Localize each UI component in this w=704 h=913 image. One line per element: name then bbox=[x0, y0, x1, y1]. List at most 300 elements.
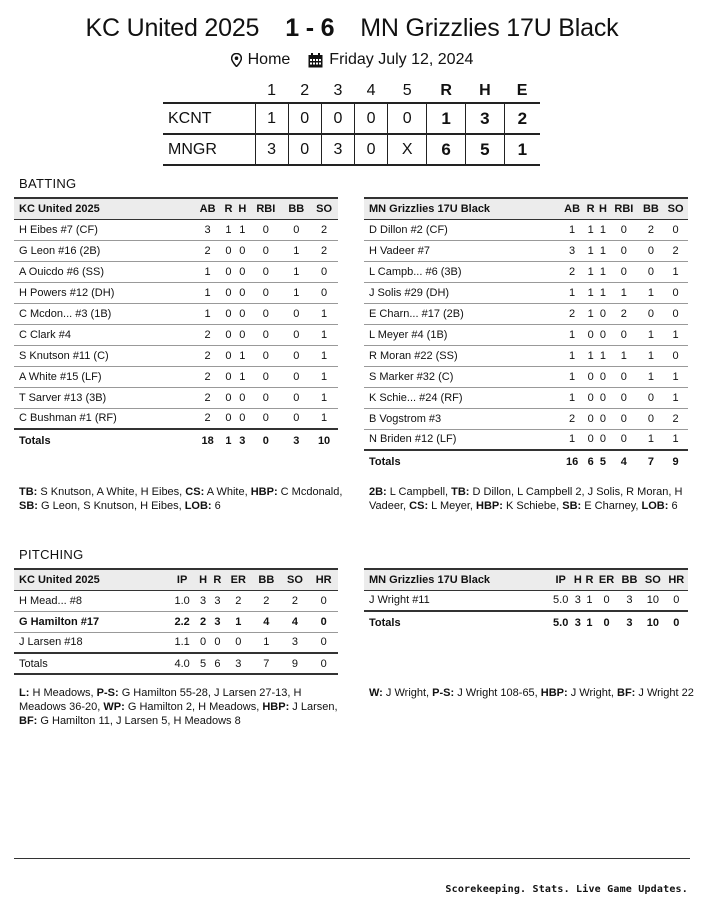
batting-stat-cell: 0 bbox=[597, 408, 609, 429]
batting-stat-cell: 0 bbox=[639, 408, 664, 429]
note-key: LOB: bbox=[184, 500, 212, 512]
batting-stat-cell: 0 bbox=[639, 387, 664, 408]
pitching-col-bb: BB bbox=[618, 569, 641, 590]
batting-player-row bbox=[364, 282, 688, 303]
batting-totals-cell: 9 bbox=[663, 450, 688, 472]
linescore-cell: 0 bbox=[355, 103, 388, 134]
batting-stat-cell: 0 bbox=[609, 366, 638, 387]
batting-stat-cell: 1 bbox=[560, 429, 585, 450]
note-value: L Campbell, bbox=[386, 486, 452, 498]
batting-stat-cell: 3 bbox=[560, 240, 585, 261]
note-key: HBP: bbox=[250, 486, 278, 498]
note-key: BF: bbox=[617, 687, 636, 699]
batting-player-row bbox=[364, 219, 688, 240]
batting-totals-cell: 3 bbox=[282, 429, 310, 451]
batting-stat-cell: 0 bbox=[221, 345, 235, 366]
batting-stat-cell: 2 bbox=[663, 240, 688, 261]
note-key: HBP: bbox=[540, 687, 568, 699]
batting-stat-cell: 0 bbox=[249, 366, 282, 387]
calendar-icon bbox=[308, 53, 323, 68]
batting-stat-cell: 1 bbox=[663, 261, 688, 282]
batting-stat-cell: 1 bbox=[597, 261, 609, 282]
pitching-col-ip: IP bbox=[549, 569, 572, 590]
pitching-col-r: R bbox=[210, 569, 224, 590]
batting-stat-cell: 0 bbox=[584, 429, 596, 450]
pitching-stat-cell: 0 bbox=[595, 590, 617, 611]
note-value: J Wright, bbox=[567, 687, 617, 699]
batting-stat-cell: 1 bbox=[639, 345, 664, 366]
batting-stat-cell: 1 bbox=[221, 219, 235, 240]
batting-stat-cell: 0 bbox=[282, 345, 310, 366]
linescore-cell: 0 bbox=[288, 103, 321, 134]
pitching-totals-cell: 7 bbox=[252, 653, 281, 674]
batting-stat-cell: 3 bbox=[194, 219, 222, 240]
batting-stat-cell: 0 bbox=[584, 324, 596, 345]
pitching-totals-cell: 5.0 bbox=[549, 611, 572, 633]
batting-totals-label: Totals bbox=[364, 450, 560, 472]
note-value: 6 bbox=[211, 500, 221, 512]
batting-stat-cell: 1 bbox=[597, 282, 609, 303]
batting-stat-cell: 0 bbox=[639, 240, 664, 261]
batting-totals-cell: 0 bbox=[249, 429, 282, 451]
batting-stat-cell: 1 bbox=[639, 324, 664, 345]
note-key: L: bbox=[19, 687, 30, 699]
linescore-cell: X bbox=[388, 134, 427, 165]
batting-table-away bbox=[364, 197, 688, 472]
linescore-cell: 0 bbox=[355, 134, 388, 165]
batting-player-name: N Briden #12 (LF) bbox=[364, 429, 560, 450]
batting-totals-cell: 10 bbox=[310, 429, 338, 451]
pitching-stat-cell: 0 bbox=[309, 590, 338, 611]
batting-stat-cell: 1 bbox=[235, 219, 249, 240]
pitching-stat-cell: 2 bbox=[252, 590, 281, 611]
linescore-col-inning: 5 bbox=[402, 81, 412, 99]
batting-stat-cell: 1 bbox=[310, 303, 338, 324]
note-key: BF: bbox=[19, 715, 38, 727]
note-key: CS: bbox=[185, 486, 205, 498]
pitching-col-ip: IP bbox=[168, 569, 196, 590]
linescore-cell: 1 bbox=[255, 103, 288, 134]
linescore-cell: 0 bbox=[388, 103, 427, 134]
batting-stat-cell: 0 bbox=[597, 429, 609, 450]
linescore-table bbox=[163, 79, 540, 166]
batting-stat-cell: 0 bbox=[609, 324, 638, 345]
batting-player-name: D Dillon #2 (CF) bbox=[364, 219, 560, 240]
note-key: TB: bbox=[451, 486, 470, 498]
note-value: C Mcdonald, bbox=[277, 486, 343, 498]
batting-col-bb: BB bbox=[282, 198, 310, 219]
pitching-player-name: J Wright #11 bbox=[364, 590, 549, 611]
pitching-stat-cell: 1.0 bbox=[168, 590, 196, 611]
batting-stat-cell: 1 bbox=[584, 345, 596, 366]
note-value: J Larsen, bbox=[289, 701, 338, 713]
pitching-totals-cell: 1 bbox=[584, 611, 596, 633]
batting-stat-cell: 0 bbox=[584, 366, 596, 387]
pitching-totals-row bbox=[14, 653, 338, 674]
batting-stat-cell: 2 bbox=[560, 261, 585, 282]
batting-stat-cell: 2 bbox=[194, 345, 222, 366]
pitching-notes-home bbox=[19, 686, 344, 728]
pitching-team-header: KC United 2025 bbox=[14, 569, 168, 590]
batting-stat-cell: 1 bbox=[663, 429, 688, 450]
batting-stat-cell: 1 bbox=[584, 219, 596, 240]
batting-stat-cell: 0 bbox=[221, 408, 235, 429]
note-key: P-S: bbox=[432, 687, 455, 699]
batting-stat-cell: 1 bbox=[663, 324, 688, 345]
batting-stat-cell: 0 bbox=[639, 303, 664, 324]
linescore-col-team bbox=[163, 79, 255, 103]
pitching-header-row bbox=[14, 569, 338, 590]
batting-player-name: E Charn... #17 (2B) bbox=[364, 303, 560, 324]
batting-totals-cell: 5 bbox=[597, 450, 609, 472]
batting-player-name: H Eibes #7 (CF) bbox=[14, 219, 194, 240]
batting-player-name: H Powers #12 (DH) bbox=[14, 282, 194, 303]
linescore-cell: 3 bbox=[321, 134, 354, 165]
batting-player-row bbox=[14, 366, 338, 387]
batting-stat-cell: 0 bbox=[282, 408, 310, 429]
note-value: L Meyer, bbox=[428, 500, 477, 512]
pitching-stat-cell: 2 bbox=[225, 590, 253, 611]
batting-stat-cell: 0 bbox=[609, 429, 638, 450]
batting-notes-home bbox=[19, 485, 344, 513]
batting-stat-cell: 1 bbox=[639, 366, 664, 387]
batting-stat-cell: 1 bbox=[584, 261, 596, 282]
date-info bbox=[308, 51, 473, 69]
footer-tagline: Scorekeeping. Stats. Live Game Updates. bbox=[445, 884, 688, 895]
linescore-cell: 0 bbox=[321, 103, 354, 134]
note-key: WP: bbox=[103, 701, 125, 713]
pitching-col-hr: HR bbox=[665, 569, 688, 590]
note-key: TB: bbox=[19, 486, 38, 498]
batting-col-rbi: RBI bbox=[609, 198, 638, 219]
home-team-name: KC United 2025 bbox=[85, 14, 260, 42]
pitching-col-so: SO bbox=[281, 569, 310, 590]
note-value: G Hamilton 55-28, J Larsen 27-13, H Meadows 36-20, bbox=[19, 687, 302, 713]
pitching-col-bb: BB bbox=[252, 569, 281, 590]
batting-stat-cell: 0 bbox=[282, 324, 310, 345]
linescore-team: MNGR bbox=[163, 134, 255, 165]
linescore-runs: 1 bbox=[427, 103, 466, 134]
batting-stat-cell: 0 bbox=[249, 387, 282, 408]
batting-totals-cell: 1 bbox=[221, 429, 235, 451]
note-value: H Meadows, bbox=[29, 687, 97, 699]
linescore-row bbox=[163, 134, 540, 165]
pitching-col-h: H bbox=[196, 569, 210, 590]
pitching-stat-cell: 1 bbox=[584, 590, 596, 611]
batting-player-name: S Knutson #11 (C) bbox=[14, 345, 194, 366]
pitching-col-er: ER bbox=[595, 569, 617, 590]
pitching-stat-cell: 3 bbox=[210, 590, 224, 611]
batting-stat-cell: 2 bbox=[639, 219, 664, 240]
pitching-stat-cell: 1.1 bbox=[168, 632, 196, 653]
batting-stat-cell: 0 bbox=[282, 366, 310, 387]
pitching-stat-cell: 2 bbox=[196, 611, 210, 632]
batting-header-row bbox=[14, 198, 338, 219]
batting-col-r: R bbox=[584, 198, 596, 219]
batting-col-rbi: RBI bbox=[249, 198, 282, 219]
batting-player-row bbox=[14, 219, 338, 240]
batting-stat-cell: 0 bbox=[249, 408, 282, 429]
linescore-cell: 3 bbox=[255, 134, 288, 165]
pitching-totals-cell: 6 bbox=[210, 653, 224, 674]
pitching-totals-label: Totals bbox=[364, 611, 549, 633]
batting-stat-cell: 0 bbox=[597, 324, 609, 345]
batting-header-row bbox=[364, 198, 688, 219]
batting-stat-cell: 2 bbox=[194, 366, 222, 387]
pitching-stat-cell: 3 bbox=[281, 632, 310, 653]
note-value: S Knutson, A White, H Eibes, bbox=[37, 486, 186, 498]
pitching-col-so: SO bbox=[641, 569, 664, 590]
pitching-totals-cell: 9 bbox=[281, 653, 310, 674]
batting-col-h: H bbox=[235, 198, 249, 219]
batting-stat-cell: 2 bbox=[310, 219, 338, 240]
linescore-team: KCNT bbox=[163, 103, 255, 134]
batting-stat-cell: 2 bbox=[310, 240, 338, 261]
batting-stat-cell: 0 bbox=[249, 303, 282, 324]
linescore-col-inning: 4 bbox=[366, 81, 376, 99]
batting-player-row bbox=[14, 345, 338, 366]
batting-player-row bbox=[14, 240, 338, 261]
batting-stat-cell: 0 bbox=[221, 387, 235, 408]
linescore-col-errors: E bbox=[516, 81, 528, 99]
batting-stat-cell: 1 bbox=[310, 387, 338, 408]
pitching-col-hr: HR bbox=[309, 569, 338, 590]
batting-team-header: KC United 2025 bbox=[14, 198, 194, 219]
batting-stat-cell: 0 bbox=[249, 324, 282, 345]
pitching-totals-cell: 3 bbox=[225, 653, 253, 674]
batting-stat-cell: 0 bbox=[609, 387, 638, 408]
batting-totals-cell: 16 bbox=[560, 450, 585, 472]
linescore-col-runs: R bbox=[440, 81, 452, 99]
batting-stat-cell: 1 bbox=[235, 345, 249, 366]
pitching-player-name: H Mead... #8 bbox=[14, 590, 168, 611]
batting-player-name: C Clark #4 bbox=[14, 324, 194, 345]
pitching-player-name: G Hamilton #17 bbox=[14, 611, 168, 632]
batting-totals-cell: 18 bbox=[194, 429, 222, 451]
batting-stat-cell: 0 bbox=[249, 261, 282, 282]
pitching-stat-cell: 1 bbox=[252, 632, 281, 653]
pitching-col-h: H bbox=[572, 569, 584, 590]
batting-player-name: J Solis #29 (DH) bbox=[364, 282, 560, 303]
batting-stat-cell: 1 bbox=[597, 219, 609, 240]
batting-col-so: SO bbox=[310, 198, 338, 219]
game-header bbox=[0, 14, 704, 69]
linescore-runs: 6 bbox=[427, 134, 466, 165]
batting-stat-cell: 1 bbox=[310, 324, 338, 345]
batting-stat-cell: 0 bbox=[235, 282, 249, 303]
batting-col-h: H bbox=[597, 198, 609, 219]
pitching-stat-cell: 4 bbox=[252, 611, 281, 632]
pitching-stat-cell: 0 bbox=[196, 632, 210, 653]
matchup-title bbox=[0, 14, 704, 43]
note-value: J Wright 108-65, bbox=[454, 687, 541, 699]
batting-stat-cell: 0 bbox=[235, 303, 249, 324]
batting-stat-cell: 1 bbox=[282, 240, 310, 261]
batting-player-name: H Vadeer #7 bbox=[364, 240, 560, 261]
batting-stat-cell: 0 bbox=[597, 387, 609, 408]
date-label: Friday July 12, 2024 bbox=[329, 51, 474, 68]
batting-totals-row bbox=[14, 429, 338, 451]
batting-stat-cell: 0 bbox=[609, 261, 638, 282]
batting-player-row bbox=[14, 408, 338, 429]
note-key: CS: bbox=[409, 500, 429, 512]
batting-stat-cell: 1 bbox=[560, 366, 585, 387]
batting-player-name: A White #15 (LF) bbox=[14, 366, 194, 387]
batting-section-title: BATTING bbox=[19, 176, 77, 191]
batting-stat-cell: 1 bbox=[663, 387, 688, 408]
linescore-hits: 5 bbox=[465, 134, 504, 165]
linescore-row bbox=[163, 103, 540, 134]
pitching-header-row bbox=[364, 569, 688, 590]
batting-col-r: R bbox=[221, 198, 235, 219]
batting-stat-cell: 0 bbox=[235, 387, 249, 408]
pitching-totals-cell: 10 bbox=[641, 611, 664, 633]
note-key: SB: bbox=[19, 500, 38, 512]
batting-stat-cell: 0 bbox=[663, 303, 688, 324]
batting-player-row bbox=[364, 429, 688, 450]
away-team-name: MN Grizzlies 17U Black bbox=[360, 14, 619, 42]
pitching-player-row bbox=[364, 590, 688, 611]
batting-stat-cell: 0 bbox=[249, 240, 282, 261]
batting-player-row bbox=[14, 387, 338, 408]
note-value: D Dillon, L Campbell 2, J Solis, R Moran, H Vadeer, bbox=[369, 486, 683, 512]
batting-player-row bbox=[364, 366, 688, 387]
pitching-totals-cell: 0 bbox=[665, 611, 688, 633]
pitching-stat-cell: 3 bbox=[572, 590, 584, 611]
batting-stat-cell: 1 bbox=[194, 261, 222, 282]
batting-stat-cell: 2 bbox=[194, 324, 222, 345]
batting-stat-cell: 1 bbox=[597, 345, 609, 366]
batting-player-name: K Schie... #24 (RF) bbox=[364, 387, 560, 408]
batting-stat-cell: 2 bbox=[560, 408, 585, 429]
batting-stat-cell: 0 bbox=[282, 387, 310, 408]
batting-stat-cell: 0 bbox=[609, 240, 638, 261]
batting-player-row bbox=[14, 303, 338, 324]
batting-player-row bbox=[364, 387, 688, 408]
batting-stat-cell: 0 bbox=[249, 282, 282, 303]
batting-stat-cell: 0 bbox=[597, 303, 609, 324]
batting-player-row bbox=[364, 303, 688, 324]
batting-stat-cell: 1 bbox=[235, 366, 249, 387]
note-value: 6 bbox=[668, 500, 678, 512]
batting-stat-cell: 0 bbox=[235, 324, 249, 345]
batting-stat-cell: 1 bbox=[560, 282, 585, 303]
pitching-section-title: PITCHING bbox=[19, 547, 84, 562]
pitching-player-row bbox=[14, 632, 338, 653]
pitching-stat-cell: 10 bbox=[641, 590, 664, 611]
pitching-stat-cell: 0 bbox=[210, 632, 224, 653]
linescore-col-inning: 3 bbox=[333, 81, 343, 99]
pitching-stat-cell: 1 bbox=[225, 611, 253, 632]
batting-stat-cell: 1 bbox=[560, 324, 585, 345]
batting-player-row bbox=[364, 261, 688, 282]
batting-stat-cell: 1 bbox=[560, 387, 585, 408]
pitching-totals-cell: 5 bbox=[196, 653, 210, 674]
batting-stat-cell: 0 bbox=[663, 219, 688, 240]
pitching-totals-cell: 4.0 bbox=[168, 653, 196, 674]
pitching-stat-cell: 3 bbox=[210, 611, 224, 632]
note-value: J Wright, bbox=[382, 687, 433, 699]
batting-stat-cell: 0 bbox=[249, 345, 282, 366]
batting-totals-label: Totals bbox=[14, 429, 194, 451]
location-label: Home bbox=[247, 51, 291, 68]
note-key: HBP: bbox=[262, 701, 290, 713]
note-value: K Schiebe, bbox=[502, 500, 563, 512]
batting-stat-cell: 0 bbox=[221, 261, 235, 282]
batting-player-row bbox=[364, 240, 688, 261]
note-key: SB: bbox=[562, 500, 582, 512]
batting-player-name: C Mcdon... #3 (1B) bbox=[14, 303, 194, 324]
note-key: HBP: bbox=[476, 500, 503, 512]
batting-stat-cell: 1 bbox=[560, 219, 585, 240]
batting-stat-cell: 0 bbox=[609, 408, 638, 429]
batting-player-name: T Sarver #13 (3B) bbox=[14, 387, 194, 408]
batting-totals-cell: 7 bbox=[639, 450, 664, 472]
batting-player-name: S Marker #32 (C) bbox=[364, 366, 560, 387]
batting-stat-cell: 0 bbox=[235, 261, 249, 282]
final-score: 1 - 6 bbox=[285, 14, 335, 42]
batting-stat-cell: 1 bbox=[639, 429, 664, 450]
pitching-player-row bbox=[14, 590, 338, 611]
batting-stat-cell: 1 bbox=[310, 366, 338, 387]
pitching-player-row bbox=[14, 611, 338, 632]
batting-stat-cell: 0 bbox=[639, 261, 664, 282]
batting-team-header: MN Grizzlies 17U Black bbox=[364, 198, 560, 219]
linescore-col-inning: 2 bbox=[300, 81, 310, 99]
batting-col-ab: AB bbox=[560, 198, 585, 219]
batting-table-home bbox=[14, 197, 338, 451]
batting-stat-cell: 0 bbox=[663, 282, 688, 303]
pitching-stat-cell: 0 bbox=[309, 632, 338, 653]
batting-player-name: L Meyer #4 (1B) bbox=[364, 324, 560, 345]
game-info bbox=[0, 51, 704, 69]
pitching-col-r: R bbox=[584, 569, 596, 590]
batting-stat-cell: 1 bbox=[282, 261, 310, 282]
batting-stat-cell: 1 bbox=[663, 366, 688, 387]
batting-stat-cell: 1 bbox=[310, 345, 338, 366]
batting-stat-cell: 2 bbox=[194, 387, 222, 408]
batting-stat-cell: 2 bbox=[560, 303, 585, 324]
batting-player-row bbox=[364, 345, 688, 366]
batting-stat-cell: 0 bbox=[221, 303, 235, 324]
note-value: G Hamilton 2, H Meadows, bbox=[124, 701, 263, 713]
linescore-cell: 0 bbox=[288, 134, 321, 165]
footer-divider bbox=[14, 858, 690, 859]
batting-stat-cell: 0 bbox=[584, 387, 596, 408]
pitching-team-header: MN Grizzlies 17U Black bbox=[364, 569, 549, 590]
batting-player-row bbox=[364, 408, 688, 429]
batting-stat-cell: 2 bbox=[609, 303, 638, 324]
note-key: LOB: bbox=[641, 500, 669, 512]
batting-stat-cell: 1 bbox=[194, 303, 222, 324]
batting-player-name: R Moran #22 (SS) bbox=[364, 345, 560, 366]
batting-stat-cell: 0 bbox=[249, 219, 282, 240]
linescore-header-row bbox=[163, 79, 540, 103]
pitching-stat-cell: 4 bbox=[281, 611, 310, 632]
batting-player-row bbox=[364, 324, 688, 345]
batting-stat-cell: 1 bbox=[639, 282, 664, 303]
batting-stat-cell: 0 bbox=[235, 240, 249, 261]
pitching-stat-cell: 3 bbox=[618, 590, 641, 611]
linescore-errors: 1 bbox=[504, 134, 540, 165]
batting-stat-cell: 0 bbox=[663, 345, 688, 366]
note-value: G Leon, S Knutson, H Eibes, bbox=[37, 500, 185, 512]
pitching-totals-row bbox=[364, 611, 688, 633]
pitching-notes-away bbox=[369, 686, 694, 700]
pitching-stat-cell: 0 bbox=[665, 590, 688, 611]
linescore-errors: 2 bbox=[504, 103, 540, 134]
batting-stat-cell: 1 bbox=[560, 345, 585, 366]
